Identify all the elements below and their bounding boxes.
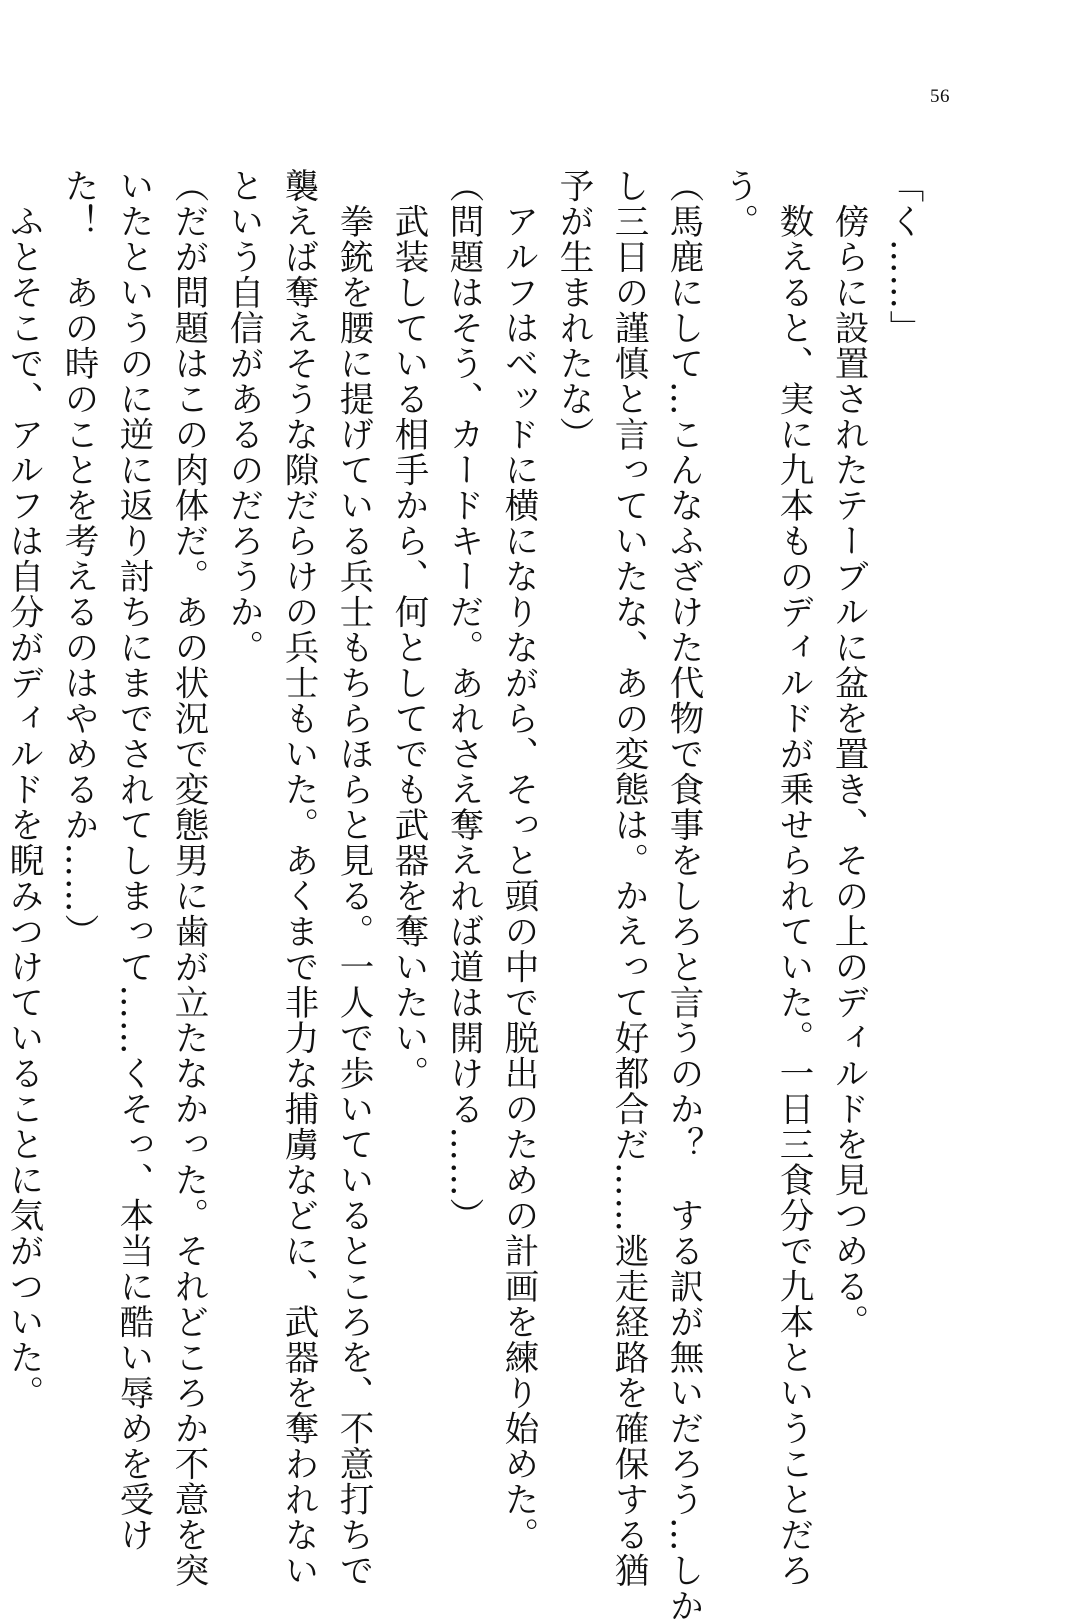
page-number: 56 [930, 86, 950, 107]
text-line: 武装している相手から、何としてでも武器を奪いたい。 [388, 168, 428, 1091]
text-line: （問題はそう、カードキーだ。あれさえ奪えれば道は開ける……） [443, 168, 483, 1233]
text-line: という自信があるのだろうか。 [223, 168, 263, 665]
text-line: （馬鹿にして…こんなふざけた代物で食事をしろと言うのか？ する訳が無いだろう…しか [663, 168, 703, 1624]
text-line: 襲えば奪えそうな隙だらけの兵士もいた。あくまで非力な捕虜などに、武器を奪われない [278, 168, 318, 1588]
text-line: う。 [718, 168, 758, 239]
text-line: 傍らに設置されたテーブルに盆を置き、その上のディルドを見つめる。 [828, 168, 868, 1340]
text-line: た！ あの時のことを考えるのはやめるか……） [58, 168, 98, 949]
text-line: し三日の謹慎と言っていたな、あの変態は。かえって好都合だ……逃走経路を確保する猶 [608, 168, 648, 1588]
text-line: ふとそこで、アルフは自分がディルドを睨みつけていることに気がついた。 [3, 168, 43, 1411]
text-line: いたというのに逆に返り討ちにまでされてしまって……くそっ、本当に酷い辱めを受け [113, 168, 153, 1553]
text-line: 予が生まれたな） [553, 168, 593, 452]
text-line: （だが問題はこの肉体だ。あの状況で変態男に歯が立たなかった。それどころか不意を突 [168, 168, 208, 1588]
text-line: アルフはベッドに横になりながら、そっと頭の中で脱出のための計画を練り始めた。 [498, 168, 538, 1553]
text-line: 拳銃を腰に提げている兵士もちらほらと見る。一人で歩いているところを、不意打ちで [333, 168, 373, 1588]
text-line: 数えると、実に九本ものディルドが乗せられていた。一日三食分で九本ということだろ [773, 168, 813, 1588]
body-text [0, 168, 930, 1624]
text-line: 「く……」 [883, 168, 923, 346]
